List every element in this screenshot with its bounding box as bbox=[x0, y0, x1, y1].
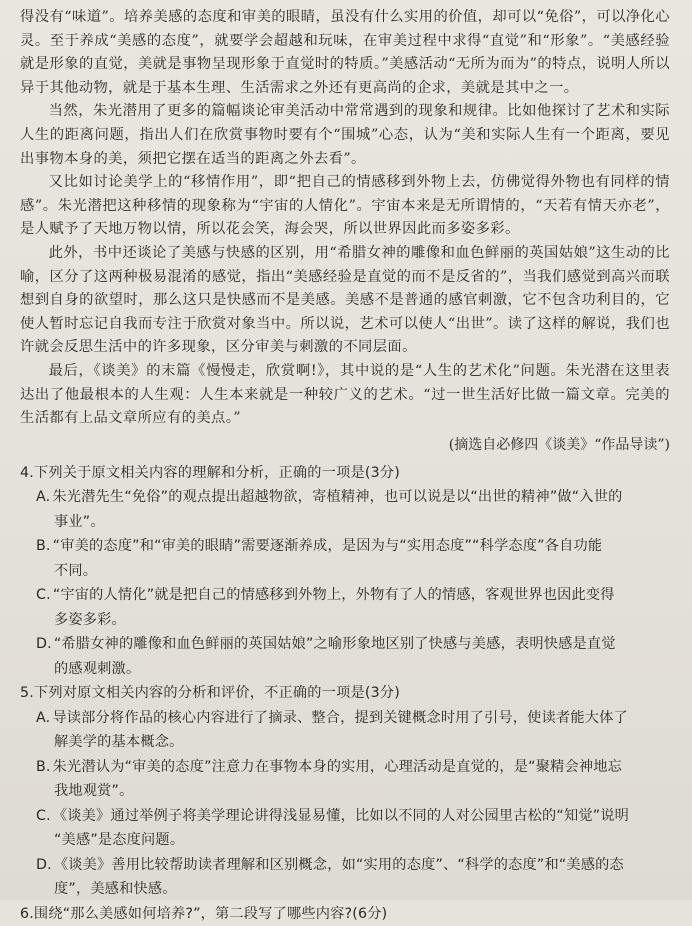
option-continuation-line bbox=[36, 730, 670, 755]
option-text: 解美学的基本概念。 bbox=[54, 734, 184, 751]
option-first-line bbox=[36, 804, 670, 829]
option-first-line bbox=[36, 632, 670, 657]
passage-line: “美感经验就是形象的直觉，美就是事物呈现形象于直觉时的特质。”美感活动“无所为而为”的特 bbox=[20, 32, 671, 73]
option-letter: D. bbox=[36, 856, 52, 873]
option-text: 导读部分将作品的核心内容进行了摘录、整合，提到关键概念时用了引号，使读者能大体了 bbox=[52, 709, 628, 726]
option-continuation-line bbox=[36, 510, 670, 535]
option-continuation-line bbox=[36, 657, 670, 682]
answer-option[interactable] bbox=[36, 804, 670, 853]
passage-line: 和实际人生的距离问题，指出人们在欣赏事物时要有个“围城”心态，认为“美和实际人生有一个 bbox=[20, 103, 670, 143]
option-text: 《谈美》通过举例子将美学理论讲得浅显易懂，比如以不同的人对公园里古松的“知觉”说明 bbox=[52, 807, 630, 824]
option-text: 朱光潜认为“审美的态度”注意力在事物本身的实用，心理活动是直觉的，是“聚精会神地忘 bbox=[52, 758, 623, 775]
option-first-line bbox=[36, 485, 670, 510]
option-text: 朱光潜先生“免俗”的观点提出超越物欲，寄植精神，也可以说是以“出世的精神”做“入世的 bbox=[52, 489, 623, 506]
answer-option[interactable] bbox=[36, 583, 670, 632]
answer-option[interactable] bbox=[36, 485, 670, 534]
option-text: “宇宙的人情化”就是把自己的情感移到外物上，外物有了人的情感，客观世界也因此变得 bbox=[52, 587, 615, 604]
option-text: 的感观刺激。 bbox=[54, 660, 141, 677]
passage-paragraph bbox=[20, 6, 670, 100]
option-text: 多姿多彩。 bbox=[54, 611, 126, 628]
passage-line: 最后，《谈美》的末篇《慢慢走，欣赏啊!》，其中说的是“人生的艺术化”问题。朱光潜在这里表 bbox=[48, 362, 670, 379]
option-text: 度”，美感和快感。 bbox=[54, 881, 177, 898]
question-list bbox=[20, 461, 670, 926]
option-first-line bbox=[36, 706, 670, 731]
answer-option[interactable] bbox=[36, 632, 670, 681]
passage-line: 距离，要见出事物本身的美，须把它摆在适当的距离之外去看”。 bbox=[20, 126, 670, 167]
answer-option[interactable] bbox=[36, 534, 670, 583]
passage-line: 此外，书中还谈论了美感与快感的区别，用“希腊女神的雕像和血色鲜丽的英国姑娘”这生动 bbox=[48, 244, 641, 261]
passage-line: 之一。 bbox=[534, 79, 579, 96]
passage-line: 高兴而联想到自身的欲望时，那么这只是快感而不是美感。美感不是普通的感官刺激，它不包含 bbox=[20, 268, 670, 309]
passage-line: 功利目的，它使人暂时忘记自我而专注于欣赏对象当中。所以说，艺术可以使人“出世”。读了这 bbox=[20, 292, 670, 332]
passage-paragraph bbox=[20, 360, 670, 431]
option-text: “美感”是态度问题。 bbox=[54, 832, 185, 849]
option-first-line bbox=[36, 755, 670, 780]
passage-paragraph bbox=[20, 100, 670, 171]
option-first-line bbox=[36, 583, 670, 608]
passage-line: 得没有“味道”。培养美感的态度和审美的眼睛，虽没有什么实用的价值，却可以“免俗”，可以净 bbox=[20, 9, 641, 25]
option-text: 《谈美》善用比较帮助读者理解和区别概念，如“实用的态度”、“科学的态度”和“美感的态 bbox=[53, 856, 624, 873]
passage-line: 化心灵。至于养成“美感的态度”，就要学会超越和玩味，在审美过程中求得“直觉”和“形象”。 bbox=[20, 9, 670, 49]
option-letter: A. bbox=[36, 709, 51, 726]
option-letter: B. bbox=[36, 758, 51, 775]
question-stem: 4.下列关于原文相关内容的理解和分析，正确的一项是(3分) bbox=[20, 464, 400, 481]
passage-line: 天亦老”，是人赋予了天地万物以情，所以花会笑，海会哭，所以世界因此而多姿多彩。 bbox=[20, 197, 670, 238]
option-letter: B. bbox=[36, 538, 51, 555]
reading-passage bbox=[20, 6, 670, 431]
passage-line: 当然，朱光潜用了更多的篇幅谈论审美活动中常常遇到的现象和规律。比如他探讨了艺术 bbox=[48, 103, 626, 120]
answer-option[interactable] bbox=[36, 755, 670, 804]
passage-paragraph bbox=[20, 242, 670, 360]
option-text: “审美的态度”和“审美的眼睛”需要逐渐养成，是因为与“实用态度”“科学态度”各自功能 bbox=[52, 538, 603, 555]
option-letter: C. bbox=[36, 587, 51, 604]
option-letter: C. bbox=[36, 807, 51, 824]
passage-source: (摘选自必修四《谈美》“作品导读”) bbox=[448, 436, 670, 453]
option-first-line bbox=[36, 534, 670, 559]
answer-option[interactable] bbox=[36, 853, 670, 902]
option-text: “希腊女神的雕像和血色鲜丽的英国姑娘”之喻形象地区别了快感与美感，表明快感是直觉 bbox=[53, 636, 616, 653]
passage-line: 点，说明人所以异于其他动物，就是于基本生理、生活需求之外还有更高尚的企求，美就是其中 bbox=[20, 56, 670, 96]
passage-paragraph bbox=[20, 171, 670, 242]
option-continuation-line bbox=[36, 779, 670, 804]
passage-line: 样的解说，我们也许就会反思生活中的许多现象，区分审美与刺激的不同层面。 bbox=[20, 315, 670, 356]
option-text: 我地观赏”。 bbox=[54, 783, 134, 800]
option-text: 不同。 bbox=[54, 562, 98, 579]
option-letter: A. bbox=[36, 489, 51, 506]
question-stem: 6.围绕“那么美感如何培养?”，第二段写了哪些内容?(6分) bbox=[20, 905, 388, 922]
option-continuation-line bbox=[36, 608, 670, 633]
passage-line: 美的生活都有上品文章所应有的美点。” bbox=[20, 386, 670, 427]
option-first-line bbox=[36, 853, 670, 878]
option-letter: D. bbox=[36, 636, 52, 653]
option-continuation-line bbox=[36, 559, 670, 584]
option-continuation-line bbox=[36, 877, 670, 902]
passage-line: 又比如讨论美学上的“移情作用”，即“把自己的情感移到外物上去，仿佛觉得外物也有同样 bbox=[48, 174, 641, 191]
passage-line: 达出了他最根本的人生观：人生本来就是一种较广义的艺术。“过一世生活好比做一篇文章。完 bbox=[20, 386, 641, 403]
option-text: 事业”。 bbox=[54, 513, 105, 530]
passage-line: 的情感”。朱光潜把这种移情的现象称为“宇宙的人情化”。宇宙本来是无所谓情的，“天若有情 bbox=[20, 174, 670, 214]
passage-line: 的比喻，区分了这两种极易混淆的感觉，指出“美感经验是直觉的而不是反省的”，当我们感觉到 bbox=[20, 244, 670, 285]
option-continuation-line bbox=[36, 828, 670, 853]
question-stem: 5.下列对原文相关内容的分析和评价，不正确的一项是(3分) bbox=[20, 685, 400, 702]
answer-option[interactable] bbox=[36, 706, 670, 755]
